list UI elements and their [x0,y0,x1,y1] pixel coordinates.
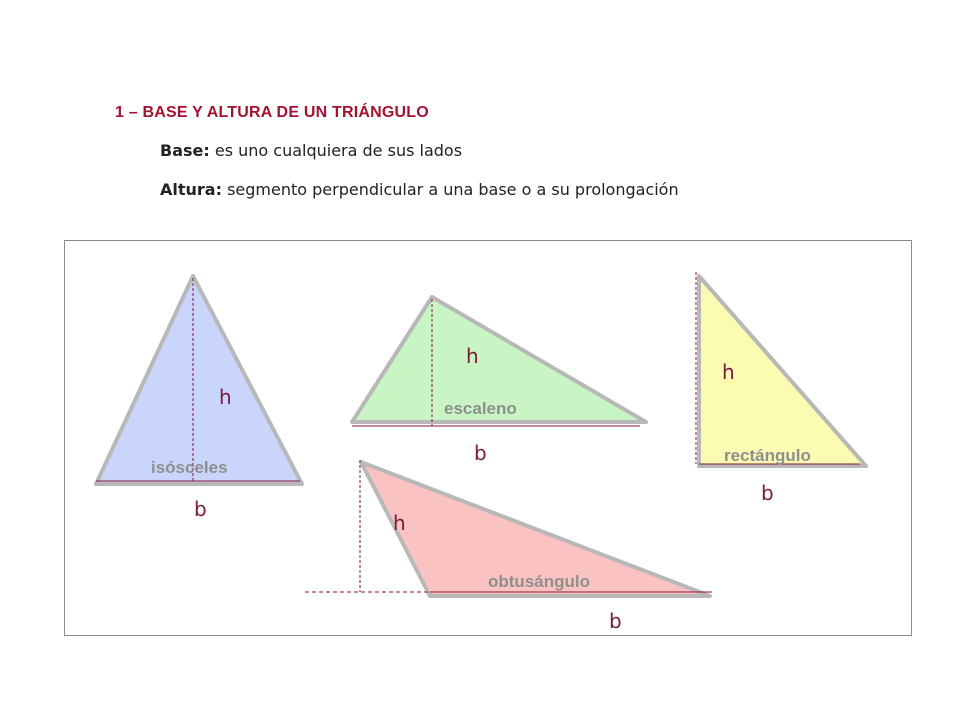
isosceles-base-label: b [194,497,207,521]
page-title: 1 – BASE Y ALTURA DE UN TRIÁNGULO [115,104,429,121]
isosceles-shape [96,276,302,484]
isosceles-triangle [96,276,302,521]
height-text: segmento perpendicular a una base o a su prolongación [222,180,679,199]
scalene-height-label: h [466,344,479,368]
base-text: es uno cualquiera de sus lados [209,141,463,160]
scalene-base-label: b [474,441,487,465]
obtuse-height-label: h [393,511,406,535]
scalene-triangle [352,297,646,465]
right-height-label: h [722,360,735,384]
right-triangle [696,272,866,505]
scalene-name: escaleno [444,399,517,418]
right-name: rectángulo [724,446,811,465]
obtuse-triangle [305,460,712,633]
obtuse-base-label: b [609,609,622,633]
right-base-label: b [761,481,774,505]
isosceles-name: isósceles [151,458,228,477]
height-term: Altura: [160,180,222,199]
base-term: Base: [160,141,210,160]
obtuse-name: obtusángulo [488,572,590,591]
isosceles-height-label: h [219,385,232,409]
